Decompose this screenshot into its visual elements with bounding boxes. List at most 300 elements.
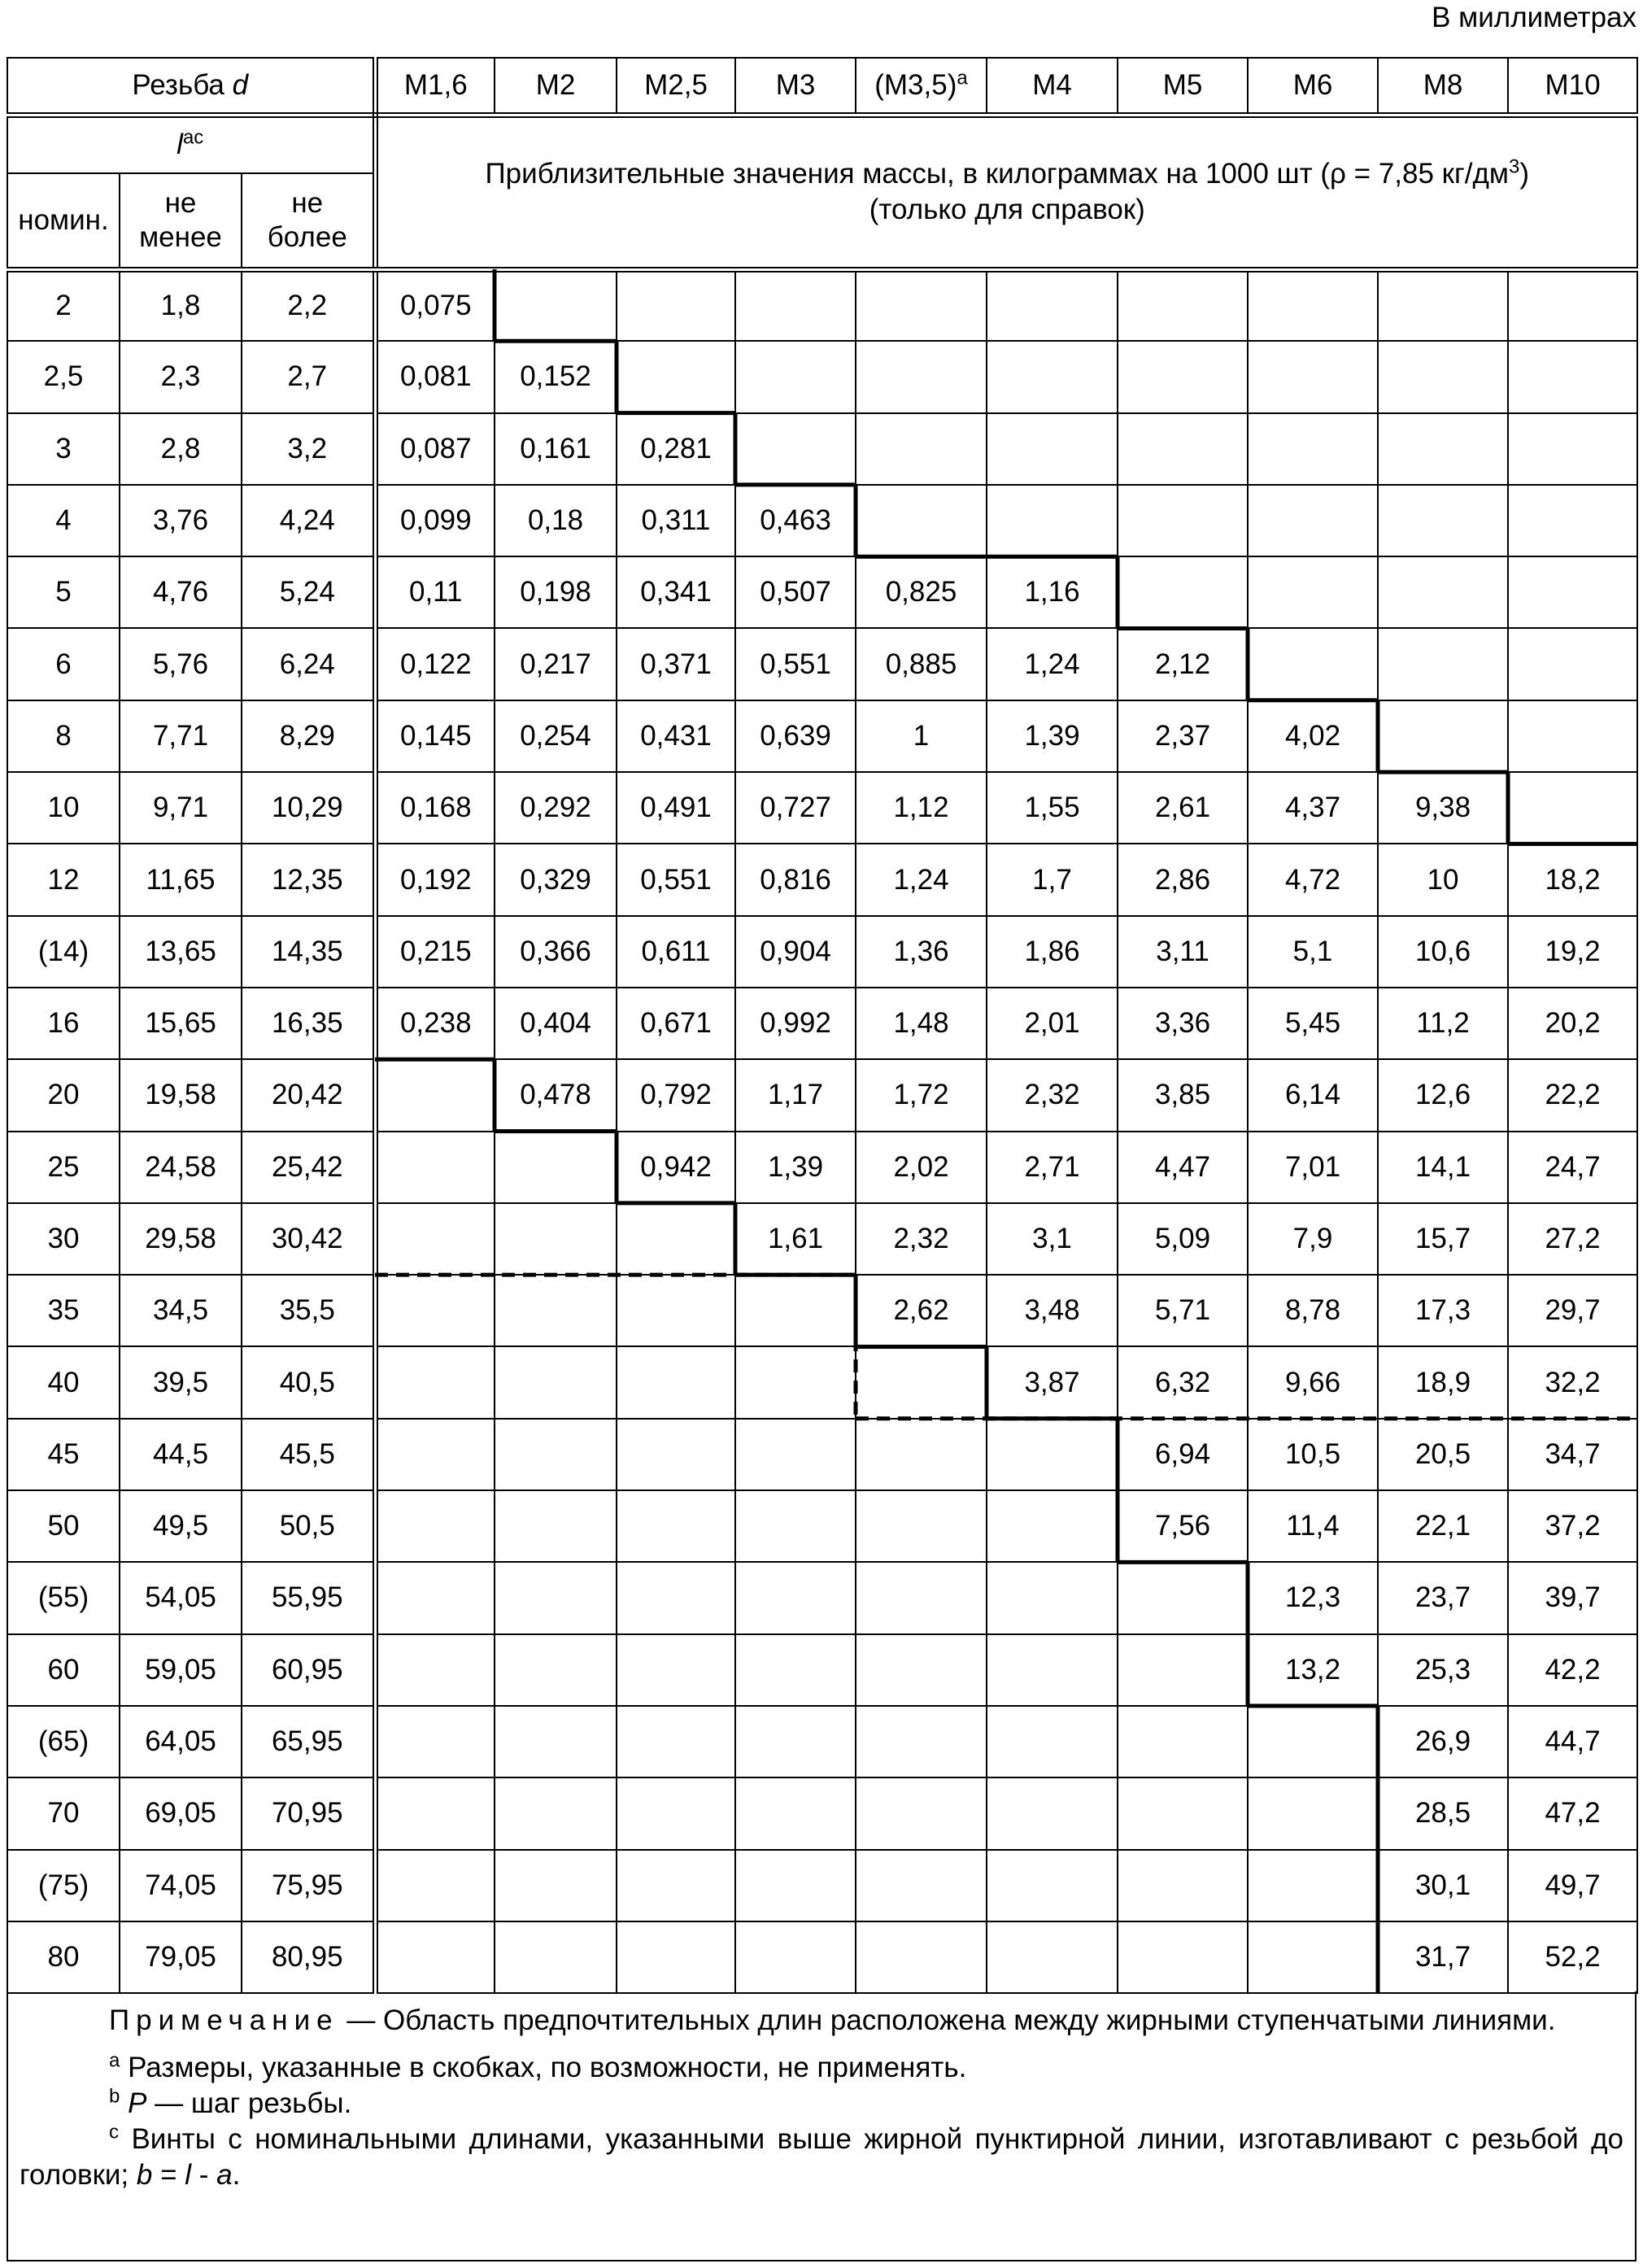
mass-cell: 0,198 xyxy=(495,556,617,628)
length-min-cell: 74,05 xyxy=(120,1850,242,1921)
mass-cell: 13,2 xyxy=(1248,1634,1378,1706)
mass-cell xyxy=(495,1346,617,1418)
length-nominal-cell: 30 xyxy=(7,1203,120,1275)
mass-cell xyxy=(495,1203,617,1275)
mass-cell: 3,48 xyxy=(987,1275,1118,1346)
table-row xyxy=(7,1921,1637,1993)
mass-cell xyxy=(1118,1921,1248,1993)
length-nominal-cell: 10 xyxy=(7,772,120,844)
length-max-cell: 80,95 xyxy=(242,1921,375,1993)
mass-cell xyxy=(1508,341,1637,412)
length-nominal-cell: 70 xyxy=(7,1777,120,1849)
length-nominal-cell: 6 xyxy=(7,628,120,700)
mass-cell: 5,09 xyxy=(1118,1203,1248,1275)
length-max-cell: 65,95 xyxy=(242,1706,375,1777)
mass-cell xyxy=(987,1562,1118,1633)
mass-cell xyxy=(375,1203,495,1275)
mass-cell: 9,66 xyxy=(1248,1346,1378,1418)
length-max-cell: 5,24 xyxy=(242,556,375,628)
mass-cell xyxy=(1248,485,1378,556)
mass-cell xyxy=(735,1562,856,1633)
mass-cell xyxy=(856,413,987,485)
thread-label: Резьба xyxy=(132,68,233,101)
mass-cell xyxy=(735,1275,856,1346)
mass-cell xyxy=(495,1275,617,1346)
mass-cell xyxy=(617,341,735,412)
mass-cell xyxy=(856,341,987,412)
mass-cell: 2,71 xyxy=(987,1132,1118,1203)
mass-cell xyxy=(1248,413,1378,485)
mass-cell xyxy=(617,1921,735,1993)
table-row xyxy=(7,628,1637,700)
mass-cell: 11,4 xyxy=(1248,1490,1378,1562)
mass-cell xyxy=(617,1562,735,1633)
length-min-cell: 3,76 xyxy=(120,485,242,556)
length-max-cell: 30,42 xyxy=(242,1203,375,1275)
table-row xyxy=(7,1275,1637,1346)
mass-cell xyxy=(617,1419,735,1490)
length-nominal-cell: 35 xyxy=(7,1275,120,1346)
mass-cell xyxy=(1118,1850,1248,1921)
length-min-cell: 15,65 xyxy=(120,988,242,1059)
mass-cell xyxy=(1378,700,1508,772)
mass-cell: 0,792 xyxy=(617,1059,735,1131)
mass-cell: 44,7 xyxy=(1508,1706,1637,1777)
thread-col-0: M1,6 xyxy=(375,58,495,115)
mass-cell: 0,122 xyxy=(375,628,495,700)
length-min-cell: 11,65 xyxy=(120,844,242,915)
thread-col-7: M6 xyxy=(1248,58,1378,115)
mass-cell xyxy=(375,1634,495,1706)
mass-cell xyxy=(735,341,856,412)
mass-cell: 0,431 xyxy=(617,700,735,772)
mass-cell: 1,24 xyxy=(856,844,987,915)
mass-cell: 0,904 xyxy=(735,916,856,988)
mass-cell: 0,254 xyxy=(495,700,617,772)
mass-cell: 0,942 xyxy=(617,1132,735,1203)
mass-cell: 0,081 xyxy=(375,341,495,412)
mass-cell xyxy=(987,413,1118,485)
mass-cell xyxy=(375,1275,495,1346)
mass-cell: 7,56 xyxy=(1118,1490,1248,1562)
mass-cell xyxy=(1118,341,1248,412)
mass-cell xyxy=(1508,628,1637,700)
mass-cell xyxy=(856,269,987,341)
mass-cell: 22,1 xyxy=(1378,1490,1508,1562)
mass-cell: 0,215 xyxy=(375,916,495,988)
length-nominal-cell: (75) xyxy=(7,1850,120,1921)
mass-cell: 0,551 xyxy=(617,844,735,915)
mass-cell: 0,885 xyxy=(856,628,987,700)
mass-cell: 0,18 xyxy=(495,485,617,556)
mass-cell xyxy=(1118,1634,1248,1706)
table-row xyxy=(7,1850,1637,1921)
mass-cell xyxy=(495,1921,617,1993)
mass-cell xyxy=(1248,1777,1378,1849)
table-row xyxy=(7,916,1637,988)
length-max-cell: 14,35 xyxy=(242,916,375,988)
mass-cell: 0,727 xyxy=(735,772,856,844)
mass-cell xyxy=(1248,341,1378,412)
mass-table xyxy=(7,57,1638,1994)
length-max-cell: 70,95 xyxy=(242,1777,375,1849)
length-nominal-cell: 16 xyxy=(7,988,120,1059)
mass-cell xyxy=(375,1706,495,1777)
length-max-cell: 35,5 xyxy=(242,1275,375,1346)
mass-cell xyxy=(1248,1706,1378,1777)
mass-cell: 0,311 xyxy=(617,485,735,556)
thread-symbol: d xyxy=(232,68,249,101)
mass-cell xyxy=(735,1490,856,1562)
length-max-cell: 3,2 xyxy=(242,413,375,485)
mass-cell xyxy=(735,1850,856,1921)
mass-cell: 2,32 xyxy=(987,1059,1118,1131)
mass-cell xyxy=(1118,1706,1248,1777)
mass-cell: 23,7 xyxy=(1378,1562,1508,1633)
length-min-cell: 2,8 xyxy=(120,413,242,485)
mass-cell: 4,47 xyxy=(1118,1132,1248,1203)
mass-cell xyxy=(987,1490,1118,1562)
mass-cell: 20,2 xyxy=(1508,988,1637,1059)
mass-cell xyxy=(1508,269,1637,341)
length-max-cell: 12,35 xyxy=(242,844,375,915)
footnote-b: $^b$ P — шаг резьбы. xyxy=(109,2085,352,2119)
thread-header-row xyxy=(7,58,1637,115)
table-row xyxy=(7,485,1637,556)
length-max-cell: 4,24 xyxy=(242,485,375,556)
mass-cell: 8,78 xyxy=(1248,1275,1378,1346)
mass-cell xyxy=(987,1419,1118,1490)
mass-cell: 0,161 xyxy=(495,413,617,485)
mass-cell: 9,38 xyxy=(1378,772,1508,844)
thread-label-cell xyxy=(7,58,375,115)
table-row xyxy=(7,1562,1637,1633)
col-nominal-header: номин. xyxy=(7,173,120,269)
mass-cell: 0,152 xyxy=(495,341,617,412)
length-nominal-cell: 80 xyxy=(7,1921,120,1993)
mass-cell xyxy=(735,1706,856,1777)
table-row xyxy=(7,772,1637,844)
table-row xyxy=(7,988,1637,1059)
mass-cell xyxy=(987,1777,1118,1849)
mass-cell: 2,01 xyxy=(987,988,1118,1059)
mass-cell xyxy=(1118,556,1248,628)
mass-cell xyxy=(735,413,856,485)
mass-cell: 1,17 xyxy=(735,1059,856,1131)
mass-cell: 37,2 xyxy=(1508,1490,1637,1562)
mass-cell: 0,639 xyxy=(735,700,856,772)
table-row xyxy=(7,1346,1637,1418)
mass-header-cell xyxy=(375,115,1637,269)
mass-cell: 1,7 xyxy=(987,844,1118,915)
mass-cell: 0,329 xyxy=(495,844,617,915)
mass-cell: 4,02 xyxy=(1248,700,1378,772)
mass-cell xyxy=(987,341,1118,412)
thread-col-4-footnote-mark: a xyxy=(957,67,968,89)
thread-col-1: M2 xyxy=(495,58,617,115)
mass-cell: 1,39 xyxy=(987,700,1118,772)
mass-cell: 0,217 xyxy=(495,628,617,700)
mass-cell: 1,48 xyxy=(856,988,987,1059)
mass-cell xyxy=(987,1921,1118,1993)
mass-cell: 10 xyxy=(1378,844,1508,915)
mass-cell: 19,2 xyxy=(1508,916,1637,988)
note-text: — Область предпочтительных длин расположена между жирными ступенчатыми линиями. xyxy=(338,2004,1556,2036)
mass-cell: 1,61 xyxy=(735,1203,856,1275)
length-nominal-cell: 2,5 xyxy=(7,341,120,412)
mass-cell: 0,168 xyxy=(375,772,495,844)
mass-cell xyxy=(735,1419,856,1490)
mass-cell: 0,11 xyxy=(375,556,495,628)
mass-cell: 18,2 xyxy=(1508,844,1637,915)
mass-cell xyxy=(375,1132,495,1203)
mass-cell xyxy=(495,1562,617,1633)
mass-cell: 1,24 xyxy=(987,628,1118,700)
mass-cell xyxy=(495,1132,617,1203)
length-max-cell: 40,5 xyxy=(242,1346,375,1418)
mass-cell: 3,87 xyxy=(987,1346,1118,1418)
mass-cell xyxy=(495,1490,617,1562)
mass-cell xyxy=(735,269,856,341)
mass-cell xyxy=(375,1562,495,1633)
mass-subtitle: (только для справок) xyxy=(869,194,1145,225)
mass-cell: 52,2 xyxy=(1508,1921,1637,1993)
length-max-cell: 50,5 xyxy=(242,1490,375,1562)
mass-cell xyxy=(495,269,617,341)
mass-cell: 15,7 xyxy=(1378,1203,1508,1275)
mass-cell: 42,2 xyxy=(1508,1634,1637,1706)
mass-cell xyxy=(987,1850,1118,1921)
mass-cell: 2,37 xyxy=(1118,700,1248,772)
length-min-cell: 69,05 xyxy=(120,1777,242,1849)
mass-cell xyxy=(1118,1777,1248,1849)
footnote-c: $^c$ Винты с номинальными длинами, указанными выше жирной пунктирной линии, изготавливают с резьбой до головки; b = l - a. xyxy=(20,2121,1623,2191)
length-min-cell: 34,5 xyxy=(120,1275,242,1346)
mass-cell: 0,992 xyxy=(735,988,856,1059)
mass-cell: 34,7 xyxy=(1508,1419,1637,1490)
mass-cell xyxy=(375,1850,495,1921)
mass-cell: 0,551 xyxy=(735,628,856,700)
mass-cell: 0,238 xyxy=(375,988,495,1059)
length-nominal-cell: 60 xyxy=(7,1634,120,1706)
mass-cell xyxy=(495,1634,617,1706)
mass-cell: 0,463 xyxy=(735,485,856,556)
mass-cell: 0,087 xyxy=(375,413,495,485)
mass-cell xyxy=(617,1490,735,1562)
mass-cell xyxy=(1378,341,1508,412)
mass-cell: 6,32 xyxy=(1118,1346,1248,1418)
mass-cell xyxy=(735,1777,856,1849)
length-max-cell: 20,42 xyxy=(242,1059,375,1131)
mass-cell xyxy=(987,269,1118,341)
length-max-cell: 2,7 xyxy=(242,341,375,412)
mass-cell xyxy=(1248,1921,1378,1993)
length-nominal-cell: (65) xyxy=(7,1706,120,1777)
table-row xyxy=(7,1132,1637,1203)
mass-cell: 10,5 xyxy=(1248,1419,1378,1490)
mass-cell xyxy=(375,1059,495,1131)
mass-cell: 1,36 xyxy=(856,916,987,988)
length-min-cell: 79,05 xyxy=(120,1921,242,1993)
table-row xyxy=(7,1059,1637,1131)
mass-cell: 29,7 xyxy=(1508,1275,1637,1346)
note-paragraph xyxy=(20,2003,1623,2039)
length-nominal-cell: 20 xyxy=(7,1059,120,1131)
mass-title: Приблизительные значения массы, в килограммах на 1000 шт (ρ = 7,85 $кг/дм^3$) xyxy=(485,155,1529,190)
table-row xyxy=(7,1490,1637,1562)
length-max-cell: 75,95 xyxy=(242,1850,375,1921)
mass-cell: 2,61 xyxy=(1118,772,1248,844)
mass-cell: 0,145 xyxy=(375,700,495,772)
mass-cell: 1,16 xyxy=(987,556,1118,628)
table-row xyxy=(7,556,1637,628)
mass-cell xyxy=(617,1634,735,1706)
mass-cell xyxy=(617,1275,735,1346)
mass-cell: 3,36 xyxy=(1118,988,1248,1059)
mass-cell: 31,7 xyxy=(1378,1921,1508,1993)
units-label: В миллиметрах xyxy=(1432,2,1636,33)
mass-cell: 5,71 xyxy=(1118,1275,1248,1346)
thread-col-9: M10 xyxy=(1508,58,1637,115)
mass-cell: 2,02 xyxy=(856,1132,987,1203)
length-min-cell: 39,5 xyxy=(120,1346,242,1418)
table-row xyxy=(7,413,1637,485)
mass-cell: 2,12 xyxy=(1118,628,1248,700)
mass-cell xyxy=(375,1921,495,1993)
length-min-cell: 64,05 xyxy=(120,1706,242,1777)
mass-cell xyxy=(1508,413,1637,485)
mass-cell: 1 xyxy=(856,700,987,772)
mass-cell xyxy=(375,1490,495,1562)
length-min-cell: 19,58 xyxy=(120,1059,242,1131)
footnote-a: $^a$ Размеры, указанные в скобках, по возможности, не применять. xyxy=(109,2049,967,2083)
length-max-cell: 60,95 xyxy=(242,1634,375,1706)
length-max-cell: 2,2 xyxy=(242,269,375,341)
mass-cell xyxy=(1508,700,1637,772)
length-min-cell: 29,58 xyxy=(120,1203,242,1275)
length-min-cell: 44,5 xyxy=(120,1419,242,1490)
mass-cell xyxy=(856,1706,987,1777)
mass-cell: 27,2 xyxy=(1508,1203,1637,1275)
mass-cell xyxy=(617,1203,735,1275)
length-nominal-cell: 45 xyxy=(7,1419,120,1490)
length-max-cell: 45,5 xyxy=(242,1419,375,1490)
mass-cell: 1,39 xyxy=(735,1132,856,1203)
length-min-cell: 54,05 xyxy=(120,1562,242,1633)
table-row xyxy=(7,1706,1637,1777)
mass-cell: 12,6 xyxy=(1378,1059,1508,1131)
mass-cell: 28,5 xyxy=(1378,1777,1508,1849)
length-min-cell: 9,71 xyxy=(120,772,242,844)
mass-cell xyxy=(1508,556,1637,628)
mass-cell: 1,55 xyxy=(987,772,1118,844)
mass-cell: 7,01 xyxy=(1248,1132,1378,1203)
mass-cell: 6,14 xyxy=(1248,1059,1378,1131)
length-header-row xyxy=(7,115,1637,173)
mass-cell: 2,62 xyxy=(856,1275,987,1346)
mass-cell xyxy=(1378,413,1508,485)
mass-cell: 20,5 xyxy=(1378,1419,1508,1490)
mass-cell xyxy=(1248,269,1378,341)
mass-cell: 26,9 xyxy=(1378,1706,1508,1777)
mass-cell xyxy=(617,1706,735,1777)
mass-cell: 0,366 xyxy=(495,916,617,988)
mass-cell xyxy=(495,1419,617,1490)
mass-cell xyxy=(1378,485,1508,556)
mass-cell xyxy=(856,1346,987,1418)
mass-cell xyxy=(1248,556,1378,628)
mass-cell xyxy=(856,1562,987,1633)
mass-cell: 24,7 xyxy=(1508,1132,1637,1203)
mass-cell: 12,3 xyxy=(1248,1562,1378,1633)
mass-cell xyxy=(1118,485,1248,556)
mass-cell: 11,2 xyxy=(1378,988,1508,1059)
length-nominal-cell: 2 xyxy=(7,269,120,341)
mass-cell: 0,292 xyxy=(495,772,617,844)
length-min-cell: 5,76 xyxy=(120,628,242,700)
length-nominal-cell: 4 xyxy=(7,485,120,556)
length-min-cell: 2,3 xyxy=(120,341,242,412)
table-row xyxy=(7,1203,1637,1275)
mass-cell xyxy=(375,1346,495,1418)
mass-cell xyxy=(495,1706,617,1777)
thread-col-5: M4 xyxy=(987,58,1118,115)
length-symbol: l xyxy=(177,129,183,161)
mass-cell xyxy=(495,1777,617,1849)
length-footnote-marks: ac xyxy=(182,126,204,149)
thread-col-8: M8 xyxy=(1378,58,1508,115)
mass-cell xyxy=(617,1777,735,1849)
mass-cell: 0,341 xyxy=(617,556,735,628)
mass-cell: 0,371 xyxy=(617,628,735,700)
length-nominal-cell: 40 xyxy=(7,1346,120,1418)
mass-cell xyxy=(856,1777,987,1849)
mass-cell xyxy=(856,485,987,556)
mass-cell: 0,281 xyxy=(617,413,735,485)
length-max-cell: 8,29 xyxy=(242,700,375,772)
length-nominal-cell: 5 xyxy=(7,556,120,628)
length-nominal-cell: (55) xyxy=(7,1562,120,1633)
mass-cell xyxy=(1378,269,1508,341)
mass-cell xyxy=(735,1346,856,1418)
mass-cell xyxy=(735,1634,856,1706)
mass-cell xyxy=(1508,772,1637,844)
mass-cell xyxy=(856,1419,987,1490)
mass-cell xyxy=(617,269,735,341)
table-row xyxy=(7,269,1637,341)
note-title: Примечание xyxy=(109,2004,339,2036)
mass-cell: 0,816 xyxy=(735,844,856,915)
mass-cell: 22,2 xyxy=(1508,1059,1637,1131)
mass-cell: 0,491 xyxy=(617,772,735,844)
mass-cell: 10,6 xyxy=(1378,916,1508,988)
mass-cell xyxy=(375,1777,495,1849)
mass-cell xyxy=(1378,556,1508,628)
thread-col-4-label: (M3,5) xyxy=(874,68,957,101)
mass-cell: 0,671 xyxy=(617,988,735,1059)
mass-cell xyxy=(1118,1562,1248,1633)
table-row xyxy=(7,341,1637,412)
mass-cell: 0,478 xyxy=(495,1059,617,1131)
thread-col-6: M5 xyxy=(1118,58,1248,115)
mass-cell xyxy=(987,485,1118,556)
mass-cell: 3,1 xyxy=(987,1203,1118,1275)
length-min-cell: 13,65 xyxy=(120,916,242,988)
mass-cell: 6,94 xyxy=(1118,1419,1248,1490)
length-nominal-cell: 12 xyxy=(7,844,120,915)
table-row xyxy=(7,1777,1637,1849)
length-min-cell: 59,05 xyxy=(120,1634,242,1706)
